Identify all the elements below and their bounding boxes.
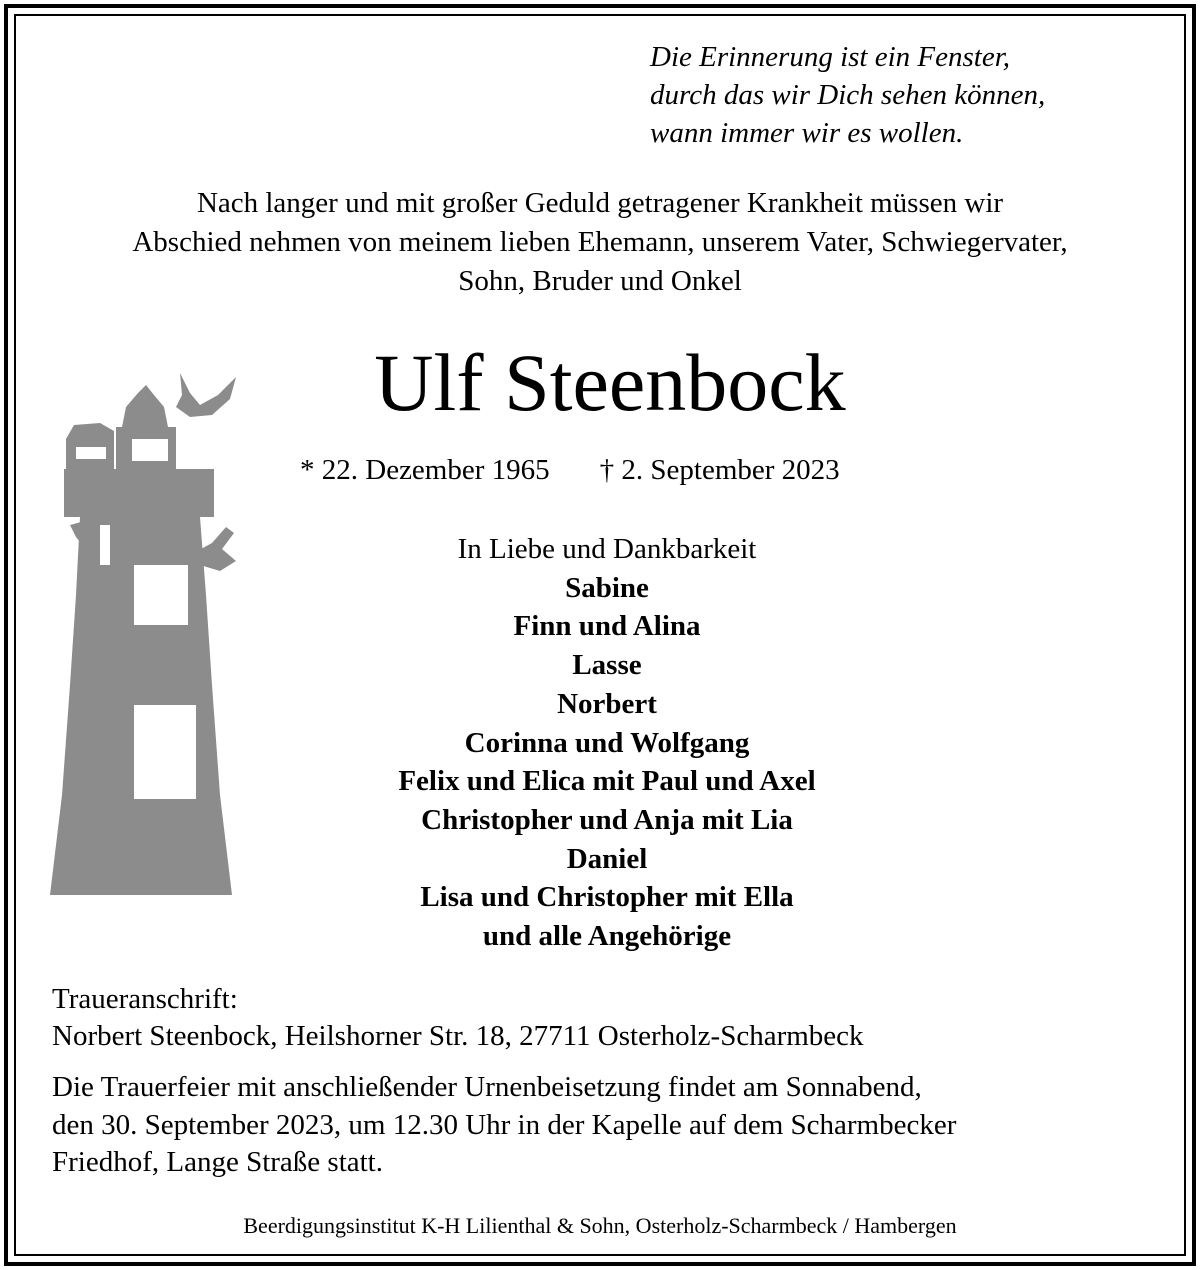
intro-line: Sohn, Bruder und Onkel <box>458 265 742 297</box>
motto-line: durch das wir Dich sehen können, <box>650 79 1046 111</box>
mourner-name: Lisa und Christopher mit Ella <box>420 881 794 914</box>
address-text: Norbert Steenbock, Heilshorner Str. 18, 27711 Osterholz-Scharmbeck <box>52 1020 864 1052</box>
deceased-name: Ulf Steenbock <box>374 337 846 428</box>
mourners-list <box>307 530 907 956</box>
seagull-icon <box>176 373 236 417</box>
mourner-name: Daniel <box>566 842 648 875</box>
mourner-name: Felix und Elica mit Paul und Axel <box>398 765 816 798</box>
life-dates <box>300 452 840 488</box>
address-label: Traueranschrift: <box>52 983 238 1015</box>
death-date: † 2. September 2023 <box>599 454 840 486</box>
funeral-details <box>52 1069 1172 1182</box>
intro-text <box>20 184 1180 301</box>
mourner-name: und alle Angehörige <box>482 920 732 953</box>
mourner-name: Finn und Alina <box>513 610 701 643</box>
mourners-heading: In Liebe und Dankbarkeit <box>457 533 757 565</box>
mourning-address <box>52 981 864 1055</box>
mourner-name: Corinna und Wolfgang <box>464 726 750 759</box>
intro-line: Nach langer und mit großer Geduld getragener Krankheit müssen wir <box>196 187 1004 219</box>
motto-line: Die Erinnerung ist ein Fenster, <box>650 41 1011 73</box>
ceremony-line: Die Trauerfeier mit anschließender Urnenbeisetzung findet am Sonnabend, <box>52 1071 922 1103</box>
birth-date: * 22. Dezember 1965 <box>300 454 550 486</box>
mourner-name: Norbert <box>557 687 657 720</box>
motto-quote <box>650 38 1045 152</box>
mourner-name: Christopher und Anja mit Lia <box>421 803 793 836</box>
mourner-name: Lasse <box>572 649 642 682</box>
ceremony-line: den 30. September 2023, um 12.30 Uhr in der Kapelle auf dem Scharmbecker <box>52 1108 957 1141</box>
lighthouse-with-seagulls-icon <box>40 365 250 905</box>
funeral-home-credit: Beerdigungsinstitut K-H Lilienthal & Sohn, Osterholz-Scharmbeck / Hambergen <box>243 1213 957 1238</box>
mourner-name: Sabine <box>565 571 649 604</box>
intro-line: Abschied nehmen von meinem lieben Ehemann, unserem Vater, Schwiegervater, <box>132 226 1068 258</box>
motto-line: wann immer wir es wollen. <box>650 117 964 149</box>
ceremony-line: Friedhof, Lange Straße statt. <box>52 1146 383 1178</box>
